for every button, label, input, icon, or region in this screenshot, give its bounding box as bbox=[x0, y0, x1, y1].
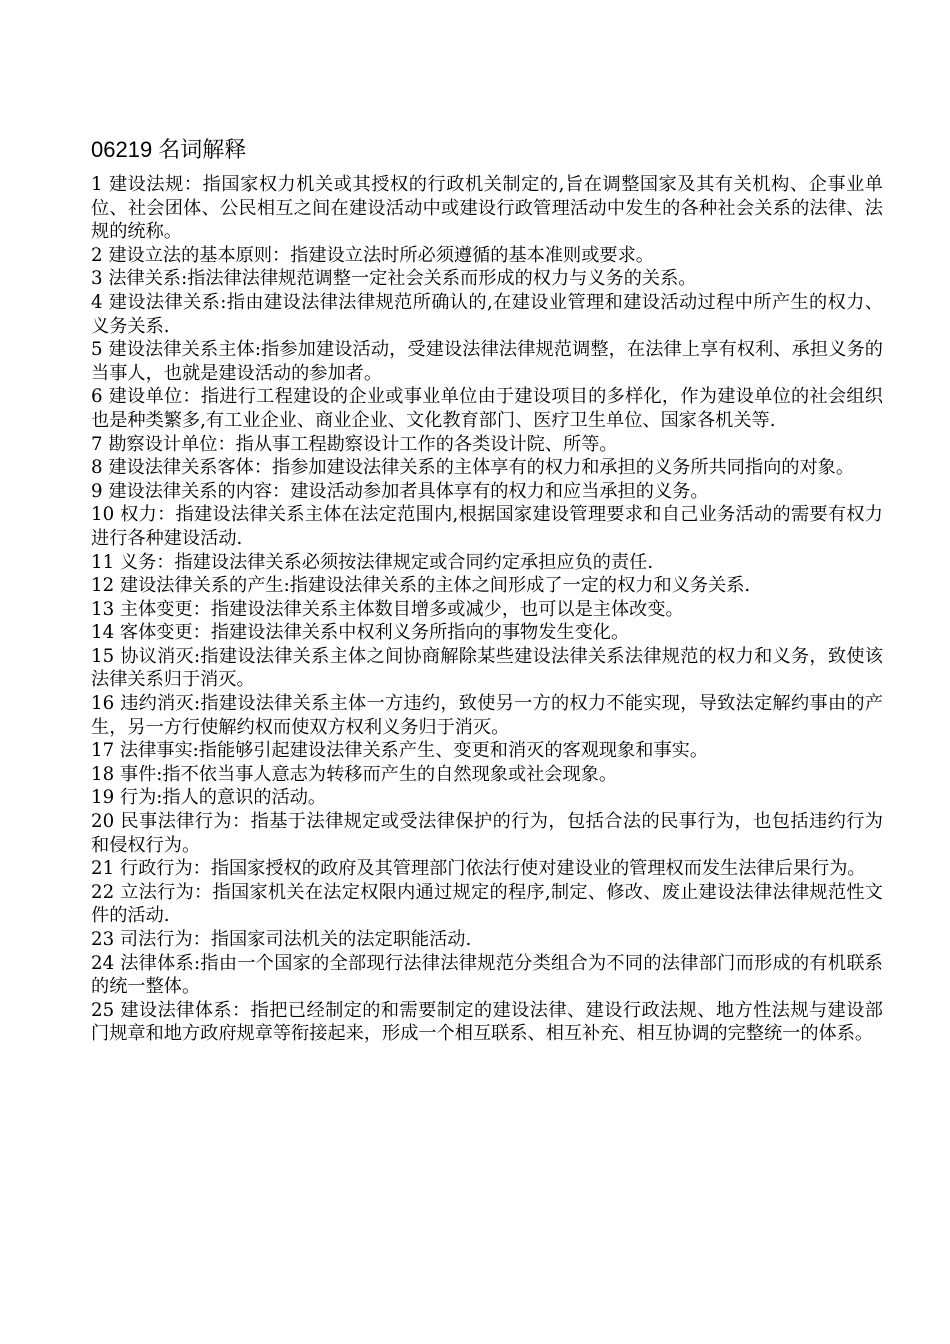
definition-item: 8 建设法律关系客体：指参加建设法律关系的主体享有的权力和承担的义务所共同指向的对象。 bbox=[91, 457, 855, 479]
definition-item: 4 建设法律关系:指由建设法律法律规范所确认的,在建设业管理和建设活动过程中所产生的权力、义务关系. bbox=[91, 291, 883, 337]
definition-item: 9 建设法律关系的内容：建设活动参加者具体享有的权力和应当承担的义务。 bbox=[91, 480, 709, 502]
definition-item: 12 建设法律关系的产生:指建设法律关系的主体之间形成了一定的权力和义务关系. bbox=[91, 575, 751, 597]
definition-item: 24 法律体系:指由一个国家的全部现行法律法律规范分类组合为不同的法律部门而形成的有机联系的统一整体。 bbox=[91, 952, 883, 998]
definition-item: 19 行为:指人的意识的活动。 bbox=[91, 787, 327, 809]
definition-item: 20 民事法律行为：指基于法律规定或受法律保护的行为，包括合法的民事行为，也包括违约行为和侵权行为。 bbox=[91, 811, 883, 856]
definition-item: 22 立法行为：指国家机关在法定权限内通过规定的程序,制定、修改、废止建设法律法律规范性文件的活动. bbox=[91, 881, 883, 927]
definition-item: 1 建设法规：指国家权力机关或其授权的行政机关制定的,旨在调整国家及其有关机构、企事业单位、社会团体、公民相互之间在建设活动中或建设行政管理活动中发生的各种社会关系的法律、法规的统称。 bbox=[91, 174, 883, 243]
definition-item: 5 建设法律关系主体:指参加建设活动，受建设法律法律规范调整，在法律上享有权利、承担义务的当事人，也就是建设活动的参加者。 bbox=[91, 339, 883, 384]
definition-item: 6 建设单位：指进行工程建设的企业或事业单位由于建设项目的多样化，作为建设单位的社会组织也是种类繁多,有工业企业、商业企业、文化教育部门、医疗卫生单位、国家各机关等. bbox=[91, 386, 883, 431]
definition-item: 2 建设立法的基本原则：指建设立法时所必须遵循的基本准则或要求。 bbox=[91, 244, 654, 266]
document-page bbox=[91, 136, 883, 1046]
definition-item: 11 义务：指建设法律关系必须按法律规定或合同约定承担应负的责任. bbox=[91, 551, 654, 573]
definition-item: 18 事件:指不依当事人意志为转移而产生的自然现象或社会现象。 bbox=[91, 763, 618, 785]
definition-list bbox=[91, 173, 883, 1046]
definition-item: 23 司法行为：指国家司法机关的法定职能活动. bbox=[91, 929, 472, 950]
document-title: 06219 名词解释 bbox=[91, 137, 247, 162]
definition-item: 3 法律关系:指法律法律规范调整一定社会关系而形成的权力与义务的关系。 bbox=[91, 268, 697, 290]
definition-item: 16 违约消灭:指建设法律关系主体一方违约，致使另一方的权力不能实现，导致法定解约事由的产生，另一方行使解约权而使双方权利义务归于消灭。 bbox=[91, 693, 883, 738]
definition-item: 21 行政行为：指国家授权的政府及其管理部门依法行使对建设业的管理权而发生法律后果行为。 bbox=[91, 858, 866, 880]
definition-item: 10 权力：指建设法律关系主体在法定范围内,根据国家建设管理要求和自己业务活动的需要有权力进行各种建设活动. bbox=[91, 504, 883, 549]
definition-item: 7 勘察设计单位：指从事工程勘察设计工作的各类设计院、所等。 bbox=[91, 433, 618, 455]
definition-item: 13 主体变更：指建设法律关系主体数目增多或减少，也可以是主体改变。 bbox=[91, 598, 684, 620]
definition-item: 14 客体变更：指建设法律关系中权利义务所指向的事物发生变化。 bbox=[91, 622, 630, 644]
definition-item: 25 建设法律体系：指把已经制定的和需要制定的建设法律、建设行政法规、地方性法规与建设部门规章和地方政府规章等衔接起来，形成一个相互联系、相互补充、相互协调的完整统一的体系。 bbox=[91, 999, 883, 1045]
definition-item: 17 法律事实:指能够引起建设法律关系产生、变更和消灭的客观现象和事实。 bbox=[91, 740, 709, 762]
definition-item: 15 协议消灭:指建设法律关系主体之间协商解除某些建设法律关系法律规范的权力和义务，致使该法律关系归于消灭。 bbox=[91, 645, 883, 691]
